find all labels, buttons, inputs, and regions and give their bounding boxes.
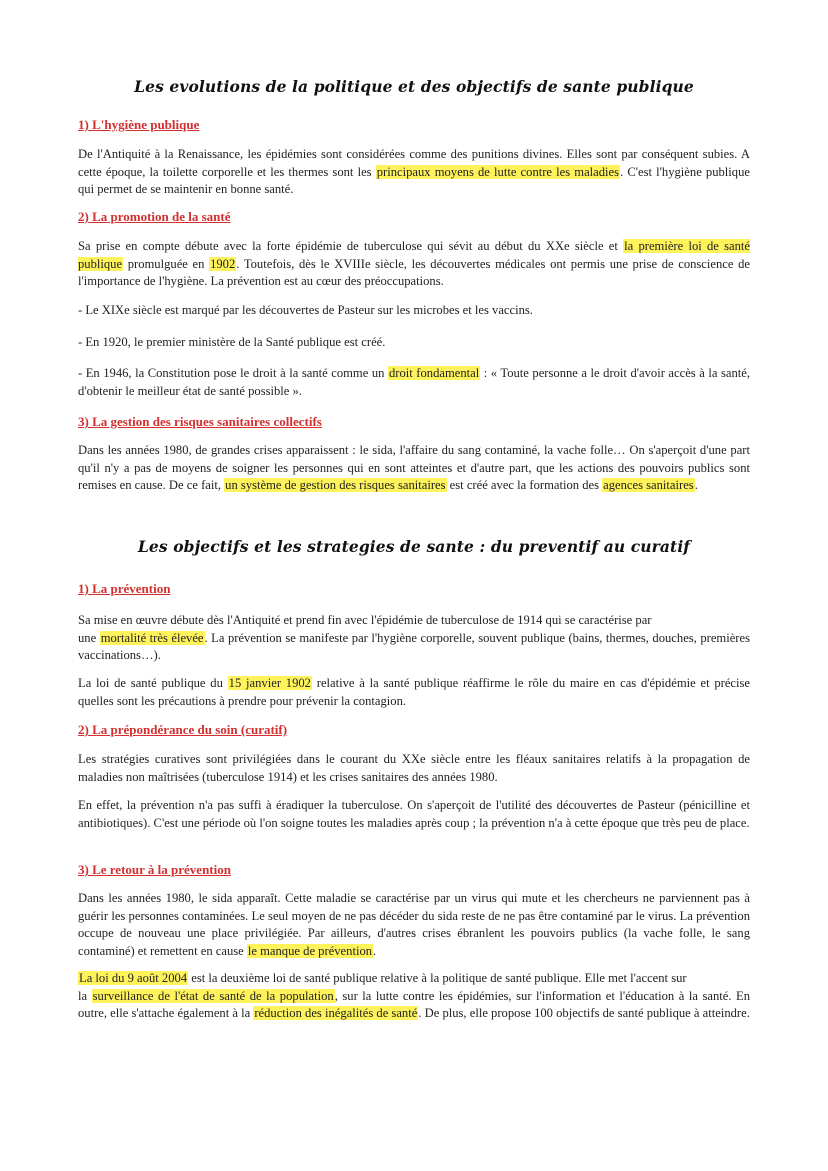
paragraph-loi-1902: La loi de santé publique du 15 janvier 1902 relative à la santé publique réaffirme le rôle du maire en cas d'épidémie et précise quelles sont les précautions à prendre pour prévenir la contagion. bbox=[78, 676, 750, 708]
heading-promotion-sante: 2) La promotion de la santé bbox=[78, 209, 231, 224]
heading-hygiene-publique: 1) L'hygiène publique bbox=[78, 117, 200, 132]
bullet-ministere: - En 1920, le premier ministère de la Santé publique est créé. bbox=[78, 335, 386, 349]
paragraph-strategies-curatives: Les stratégies curatives sont privilégiées dans le courant du XXe siècle entre les fléaux sanitaires relatifs à la propagation de maladies non maîtrisées (tuberculose 1914) et les crises sanitaires des années 1980. bbox=[78, 752, 750, 784]
section-title-objectifs: Les objectifs et les strategies de sante : du preventif au curatif bbox=[137, 537, 691, 556]
highlight: 15 janvier 1902 bbox=[228, 676, 311, 690]
highlight: réduction des inégalités de santé bbox=[254, 1006, 418, 1021]
bullet-constitution: - En 1946, la Constitution pose le droit à la santé comme un droit fondamental : « Toute personne a le droit d'avoir accès à la santé, d'obtenir le meilleur état de santé possible ». bbox=[78, 366, 750, 398]
highlight: droit fondamental bbox=[388, 366, 480, 380]
heading-prevention: 1) La prévention bbox=[78, 581, 171, 596]
bullet-pasteur: - Le XIXe siècle est marqué par les découvertes de Pasteur sur les microbes et les vaccins. bbox=[78, 303, 533, 317]
highlight: mortalité très élevée bbox=[100, 630, 204, 645]
heading-gestion-risques: 3) La gestion des risques sanitaires collectifs bbox=[78, 414, 322, 429]
section-title-evolutions: Les evolutions de la politique et des objectifs de sante publique bbox=[134, 77, 694, 96]
highlight: La loi du 9 août 2004 bbox=[79, 971, 188, 985]
heading-retour-prevention: 3) Le retour à la prévention bbox=[78, 862, 231, 877]
paragraph-loi-2004: La loi du 9 août 2004 est la deuxième loi de santé publique relative à la politique de santé publique. Elle met l'accent sur la surveillance de l'état de santé de la population, sur la lutte contre les épidémies, sur l'information et l'éducation à la santé. En outre, elle s'attache également à la réduction des inégalités de santé. De plus, elle propose 100 objectifs de santé publique à atteindre. bbox=[78, 971, 750, 1021]
highlight: la première loi de santé publique bbox=[78, 239, 750, 271]
paragraph-gestion-risques: Dans les années 1980, de grandes crises apparaissent : le sida, l'affaire du sang contaminé, la vache folle… On s'aperçoit d'une part qu'il n'y a pas de moyens de soigner les personnes qui en sont atteintes et d'autre part, que les actions des pouvoirs publics sont remises en cause. De ce fait, un système de gestion des risques sanitaires est créé avec la formation des agences sanitaires. bbox=[78, 443, 750, 493]
paragraph-hygiene: De l'Antiquité à la Renaissance, les épidémies sont considérées comme des punitions divines. Elles sont par conséquent subies. A cette époque, la toilette corporelle et les thermes sont les principaux moyens de lutte contre les maladies. C'est l'hygiène publique qui permet de se maintenir en bonne santé. bbox=[78, 147, 750, 197]
paragraph-prevention: Sa mise en œuvre débute dès l'Antiquité et prend fin avec l'épidémie de tuberculose de 1914 qui se caractérise par une mortalité très élevée. La prévention se manifeste par l'hygiène corporelle, souvent publique (bains, thermes, douches, premières vaccinations…). bbox=[78, 613, 750, 663]
highlight: principaux moyens de lutte contre les maladies bbox=[376, 164, 620, 179]
highlight: un système de gestion des risques sanitaires bbox=[225, 478, 446, 493]
highlight: surveillance de l'état de santé de la population bbox=[92, 988, 334, 1003]
paragraph-promotion: Sa prise en compte débute avec la forte épidémie de tuberculose qui sévit au début du XXe siècle et la première loi de santé publique promulguée en 1902. Toutefois, dès le XVIIIe siècle, les découvertes médicales ont permis une prise de conscience de l'importance de l'hygiène. La prévention est au cœur des préoccupations. bbox=[78, 239, 750, 289]
highlight: le manque de prévention bbox=[247, 943, 373, 958]
paragraph-pasteur: En effet, la prévention n'a pas suffi à éradiquer la tuberculose. On s'aperçoit de l'utilité des découvertes de Pasteur (pénicilline et antibiotiques). C'est une période où l'on soigne toutes les maladies après coup ; la prévention n'a à cette époque que très peu de place. bbox=[78, 798, 750, 830]
paragraph-sida: Dans les années 1980, le sida apparaît. Cette maladie se caractérise par un virus qui mute et les chercheurs ne parviennent pas à guérir les personnes contaminées. Le seul moyen de ne pas décéder du sida reste de ne pas être contaminé par le virus. La prévention occupe de nouveau une place privilégiée. Par ailleurs, d'autres crises ébranlent les pouvoirs publics (la vache folle, le sang contaminé) et remettent en cause le manque de prévention. bbox=[78, 891, 750, 958]
highlight: 1902 bbox=[210, 256, 236, 271]
heading-preponderance-soin: 2) La prépondérance du soin (curatif) bbox=[78, 722, 288, 737]
highlight: agences sanitaires bbox=[603, 478, 694, 493]
